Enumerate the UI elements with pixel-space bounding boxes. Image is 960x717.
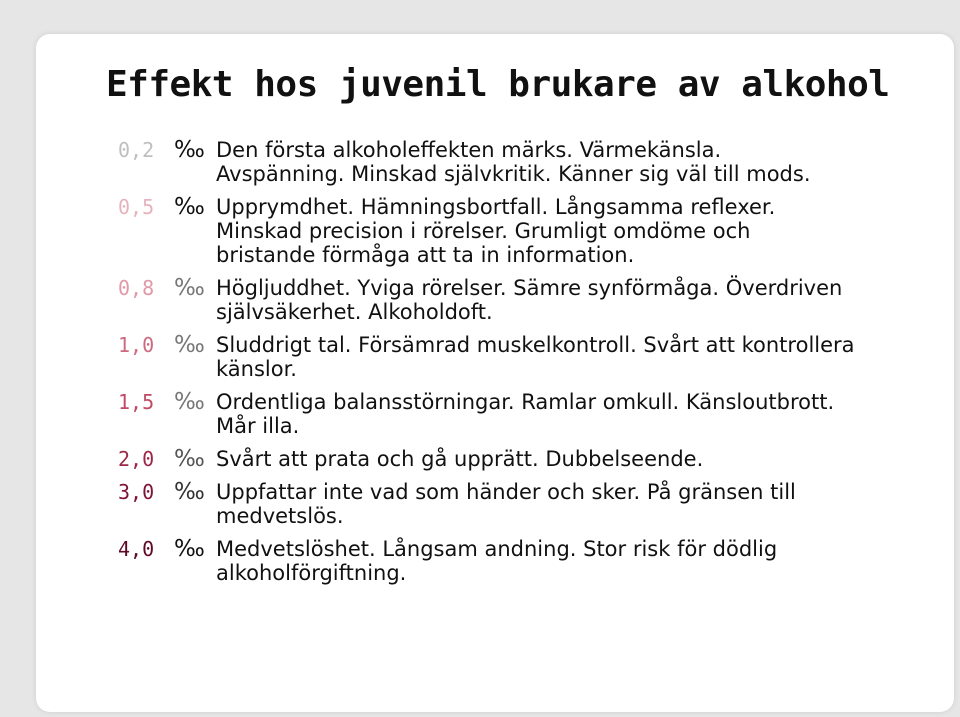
effect-description: Medvetslöshet. Långsam andning. Stor risk för dödlig alkoholförgiftning. — [216, 537, 778, 585]
bac-level: 3,0 — [118, 480, 155, 504]
bac-level: 0,5 — [118, 195, 155, 219]
list-item — [118, 333, 898, 381]
effect-description: Ordentliga balansstörningar. Ramlar omkull. Känsloutbrott. Mår illa. — [216, 390, 835, 438]
permille-unit: ‰ — [174, 446, 205, 472]
slide-title: Effekt hos juvenil brukare av alkohol — [106, 64, 890, 105]
effect-description: Högljuddhet. Yviga rörelser. Sämre synförmåga. Överdriven självsäkerhet. Alkoholdoft. — [216, 276, 843, 324]
effect-description: Sluddrigt tal. Försämrad muskelkontroll. Svårt att kontrollera känslor. — [216, 333, 855, 381]
effect-description: Uppfattar inte vad som händer och sker. På gränsen till medvetslös. — [216, 480, 796, 528]
permille-unit: ‰ — [174, 536, 205, 562]
list-item — [118, 390, 898, 438]
list-item — [118, 537, 898, 585]
bac-level: 0,2 — [118, 138, 155, 162]
bac-level: 1,0 — [118, 333, 155, 357]
permille-unit: ‰ — [174, 137, 205, 163]
permille-unit: ‰ — [174, 479, 205, 505]
list-item — [118, 480, 898, 528]
list-item — [118, 447, 898, 471]
list-item — [118, 276, 898, 324]
permille-unit: ‰ — [174, 194, 205, 220]
bac-level: 4,0 — [118, 537, 155, 561]
effect-description: Svårt att prata och gå upprätt. Dubbelseende. — [216, 447, 704, 471]
bac-level: 0,8 — [118, 276, 155, 300]
permille-unit: ‰ — [174, 389, 205, 415]
permille-unit: ‰ — [174, 332, 205, 358]
effect-description: Upprymdhet. Hämningsbortfall. Långsamma reflexer. Minskad precision i rörelser. Grumligt omdöme och bristande förmåga att ta in information. — [216, 195, 776, 267]
bac-level: 2,0 — [118, 447, 155, 471]
list-item — [118, 138, 898, 186]
list-item — [118, 195, 898, 267]
bac-level: 1,5 — [118, 390, 155, 414]
bac-effects-list — [118, 138, 898, 594]
permille-unit: ‰ — [174, 275, 205, 301]
effect-description: Den första alkoholeffekten märks. Värmekänsla. Avspänning. Minskad självkritik. Känner sig väl till mods. — [216, 138, 811, 186]
